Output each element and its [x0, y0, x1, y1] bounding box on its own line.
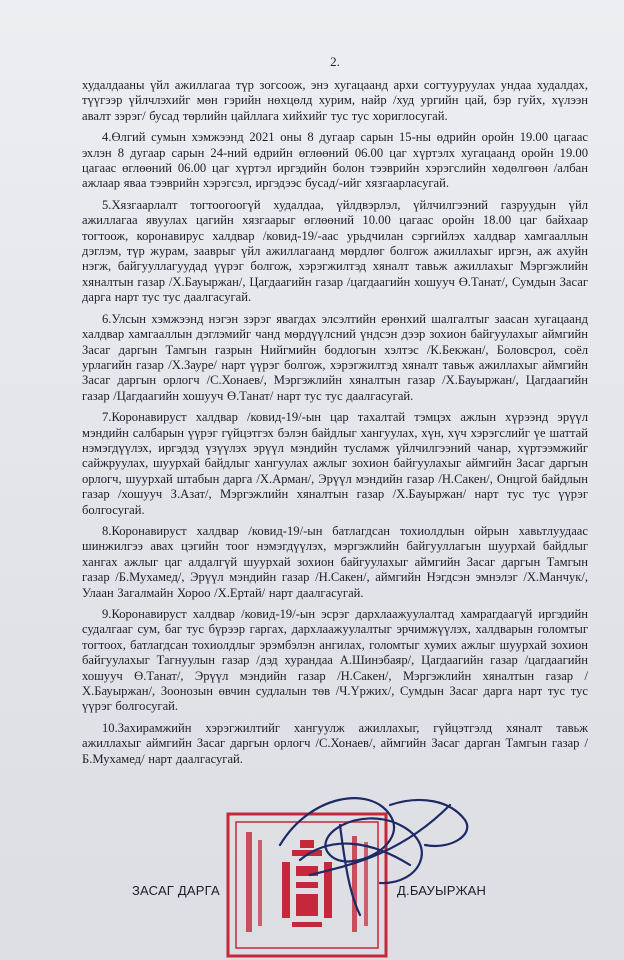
- paragraph-text: 6.Улсын хэмжээнд нэгэн зэрэг явагдах элсэлтийн ерөнхий шалгалтыг заасан хугацаанд халдвар хамгааллын дэглэмийг чанд мөрдүүлсний үндсэн дээр зохион байгуулахыг аймгийн Засаг даргын Тамгын газрын Нийгмийн бодлогын хэлтэс /К.Бекжан/, Боловсрол, соёл урлагийн газар /Х.Зауре/ нарт үүрэг болгож, хэрэгжилтэд хяналт тавьж ажиллахыг аймгийн Засаг даргын орлогч /С.Хонаев/, Мэргэжлийн хяналтын газар /Х.Бауыржан/, Цагдаагийн газар /Цагдаагийн хошууч Ө.Танат/ нарт тус тус даалгасугай.: [82, 311, 588, 403]
- handwritten-signature-icon: [250, 765, 480, 925]
- paragraph-10: [82, 721, 588, 767]
- paragraph-text: 7.Коронавируст халдвар /ковид-19/-ын цар тахалтай тэмцэх ажлын хүрээнд эрүүл мэндийн салбарын үүрэг гүйцэтгэх бэлэн байдлыг хангуулах, хүн, хүч хэрэгслийг үе шаттай нэмэгдүүлэх, иргэдэд үзүүлэх эрүүл мэндийн тусламж үйлчилгээний чанар, хүртээмжийг сайжруулах, шуурхай байдлыг хангуулах ажлыг зохион байгуулахыг аймгийн Засаг даргын орлогч, шуурхай штабын дарга /Х.Арман/, Эрүүл мэндийн газар /Н.Сакен/, Онцгой байдлын газар /хошууч З.Азат/, Мэргэжлийн хяналтын газар /Х.Бауыржан/ нарт тус тус үүрэг болгосугай.: [82, 410, 588, 517]
- paragraph-text: 10.Захирамжийн хэрэгжилтийг хангуулж ажиллахыг, гүйцэтгэлд хяналт тавьж ажиллахыг аймгийн Засаг даргын орлогч /С.Хонаев/, аймгийн Засаг дарган Тамгын газар /Б.Мухамед/ нарт даалгасугай.: [82, 720, 588, 766]
- paragraph-9: [82, 607, 588, 715]
- paragraph-5: [82, 198, 588, 306]
- paragraph-text: 4.Өлгий сумын хэмжээнд 2021 оны 8 дугаар сарын 15-ны өдрийн оройн 19.00 цагаас эхлэн 8 дугаар сарын 24-ний өдрийн өглөөний 06.00 цаг хүртэлх хугацаанд оройн 19.00 цагаас өглөөний 06.00 цаг хүртэл иргэдийн болон тээврийн хэрэгслийн хөдөлгөөн /албан ажлаар яваа тээврийн хэрэгсэл, иргэдээс бусад/-ийг хязгаарласугай.: [82, 130, 588, 191]
- signature-block: [0, 805, 624, 925]
- paragraph-text: 9.Коронавируст халдвар /ковид-19/-ын эсрэг дархлаажуулалтад хамрагдаагүй иргэдийн судалгааг сум, баг тус бүрээр гаргах, дархлаажуулалтыг эрчимжүүлэх, халдварын голомтыг тогтоох, батлагдсан тохиолдлыг эрэмбэлэн ангилах, голомтыг хумих ажлыг шуурхай зохион байгуулахыг Тагнуулын газар /дэд хурандаа А.Шинэбаяр/, Цагдаагийн газар /цагдаагийн хошууч Ө.Танат/, Эрүүл мэндийн газар /Н.Сакен/, Мэргэжлийн хяналтын газар /Х.Бауыржан/, Зоонозын өвчин судлалын төв /Ч.Үржих/, Сумдын Засаг дарга нарт тус тус үүрэг болгосугай.: [82, 607, 588, 714]
- paragraph-4: [82, 130, 588, 192]
- paragraph-continued: [82, 78, 588, 124]
- paragraph-text: 8.Коронавируст халдвар /ковид-19/-ын батлагдсан тохиолдлын ойрын хавьтлуудаас шинжилгээ авах цэгийн тоог нэмэгдүүлэх, мэргэжлийн байгууллагын шуурхай байдлыг хангах ажлыг цаг алдалгүй шуурхай зохион байгуулахыг аймгийн Засаг даргын Тамгын газар /Б.Мухамед/, Эрүүл мэндийн газар /Н.Сакен/, аймгийн Нэгдсэн эмнэлэг /Х.Манчук/, Улаан Загалмайн Хороо /Х.Ертай/ нарт даалгасугай.: [82, 523, 588, 600]
- paragraph-text: 5.Хязгаарлалт тогтоогоогүй худалдаа, үйлдвэрлэл, үйлчилгээний газруудын үйл ажиллагаа явуулах цагийн хязгаарыг өглөөний 10.00 цагаас оройн 18.00 цаг байхаар тогтоож, коронавирус халдвар /ковид-19/-аас урьдчилан сэргийлэх халдвар хамгааллын дэглэм, түр журам, зааврыг үйл ажиллагаанд мөрдлөг болгож ажиллахыг иргэн, аж ахуйн нэгж, байгууллагуудад үүрэг болгож, хэрэгжилтэд хяналт тавьж ажиллахыг Мэргэжлийн хяналтын газар /Х.Бауыржан/, Цагдаагийн газар /цагдаагийн хошууч Ө.Танат/, Сумдын Засаг дарга нарт тус тус даалгасугай.: [82, 197, 588, 305]
- paragraph-6: [82, 312, 588, 404]
- paragraph-8: [82, 524, 588, 601]
- body-text: [82, 78, 588, 767]
- paragraph-7: [82, 410, 588, 518]
- signatory-name: Д.БАУЫРЖАН: [397, 883, 487, 898]
- signatory-title: ЗАСАГ ДАРГА: [132, 883, 220, 898]
- page-number: 2.: [330, 54, 340, 69]
- paragraph-text: худалдааны үйл ажиллагаа түр зогсоож, энэ хугацаанд архи согтууруулах ундаа худалдах, түүгээр үйлчлэхийг мөн гэрийн нөхцөлд хурим, найр /худ ургийн цай, бэр гуйх, хүлээн авалт зэрэг/ бусад төрлийн цайллага хийхийг тус тус хориглосугай.: [82, 78, 588, 123]
